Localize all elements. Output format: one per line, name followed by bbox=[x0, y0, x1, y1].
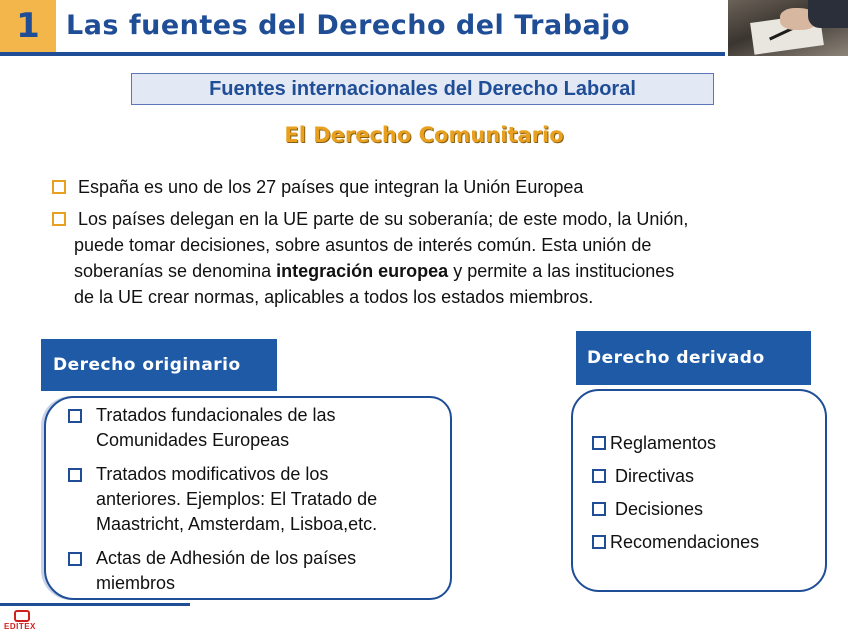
editex-logo bbox=[4, 610, 44, 634]
bullet-eu-members bbox=[52, 174, 812, 200]
title-underline bbox=[0, 52, 725, 56]
bullet-text: España es uno de los 27 países que integran la Unión Europea bbox=[78, 177, 584, 197]
bullet-text-line3-post: y permite a las instituciones bbox=[448, 261, 675, 281]
list-item-text: Decisiones bbox=[610, 499, 704, 519]
bullet-text-line1: Los países delegan en la UE parte de su soberanía; de este modo, la Unión, bbox=[78, 209, 689, 229]
list-item-text: Reglamentos bbox=[610, 433, 717, 453]
checkbox-bullet-icon bbox=[592, 502, 606, 516]
list-item bbox=[592, 431, 716, 456]
list-item-line: anteriores. Ejemplos: El Tratado de bbox=[96, 489, 378, 509]
checkbox-bullet-icon bbox=[52, 212, 66, 226]
header-photo bbox=[728, 0, 848, 56]
photo-sleeve bbox=[808, 0, 848, 28]
checkbox-bullet-icon bbox=[68, 468, 82, 482]
list-item bbox=[592, 497, 703, 522]
list-item bbox=[68, 546, 438, 596]
footer-rule bbox=[0, 603, 190, 606]
bullet-text-line3 bbox=[52, 258, 802, 284]
bullet-sovereignty bbox=[52, 206, 802, 310]
derecho-derivado-panel bbox=[571, 389, 827, 592]
list-item-line: Tratados modificativos de los bbox=[96, 464, 329, 484]
editex-logo-text: EDITEX bbox=[4, 622, 36, 631]
list-item-line: Actas de Adhesión de los países bbox=[96, 548, 357, 568]
list-item-line: Tratados fundacionales de las bbox=[96, 405, 336, 425]
derecho-derivado-text: Derecho derivado bbox=[587, 348, 765, 368]
checkbox-bullet-icon bbox=[52, 180, 66, 194]
list-item bbox=[592, 530, 759, 555]
bullet-text-line2: puede tomar decisiones, sobre asuntos de interés común. Esta unión de bbox=[74, 235, 652, 255]
derecho-originario-text: Derecho originario bbox=[53, 355, 241, 375]
derecho-originario-label bbox=[41, 339, 277, 391]
bullet-text-bold: integración europea bbox=[276, 261, 449, 281]
list-item bbox=[592, 464, 694, 489]
subtitle-text: Fuentes internacionales del Derecho Laboral bbox=[209, 77, 636, 100]
page-title: Las fuentes del Derecho del Trabajo bbox=[66, 10, 631, 41]
checkbox-bullet-icon bbox=[592, 469, 606, 483]
derecho-derivado-label bbox=[576, 331, 811, 385]
list-item-text: Recomendaciones bbox=[610, 532, 760, 552]
chapter-number-box bbox=[0, 0, 56, 52]
list-item bbox=[68, 403, 438, 453]
chapter-number: 1 bbox=[16, 6, 40, 46]
checkbox-bullet-icon bbox=[592, 535, 606, 549]
list-item-line: Comunidades Europeas bbox=[96, 430, 290, 450]
list-item-line: miembros bbox=[96, 573, 176, 593]
subtitle-banner bbox=[131, 73, 714, 105]
editex-logo-icon bbox=[14, 610, 30, 622]
list-item-line: Maastricht, Amsterdam, Lisboa,etc. bbox=[96, 514, 378, 534]
bullet-text-line3-pre: soberanías se denomina bbox=[74, 261, 277, 281]
bullet-text-line4: de la UE crear normas, aplicables a todos los estados miembros. bbox=[74, 287, 594, 307]
checkbox-bullet-icon bbox=[592, 436, 606, 450]
section-title: El Derecho Comunitario bbox=[284, 123, 564, 147]
list-item bbox=[68, 462, 438, 537]
checkbox-bullet-icon bbox=[68, 552, 82, 566]
checkbox-bullet-icon bbox=[68, 409, 82, 423]
list-item-text: Directivas bbox=[610, 466, 695, 486]
